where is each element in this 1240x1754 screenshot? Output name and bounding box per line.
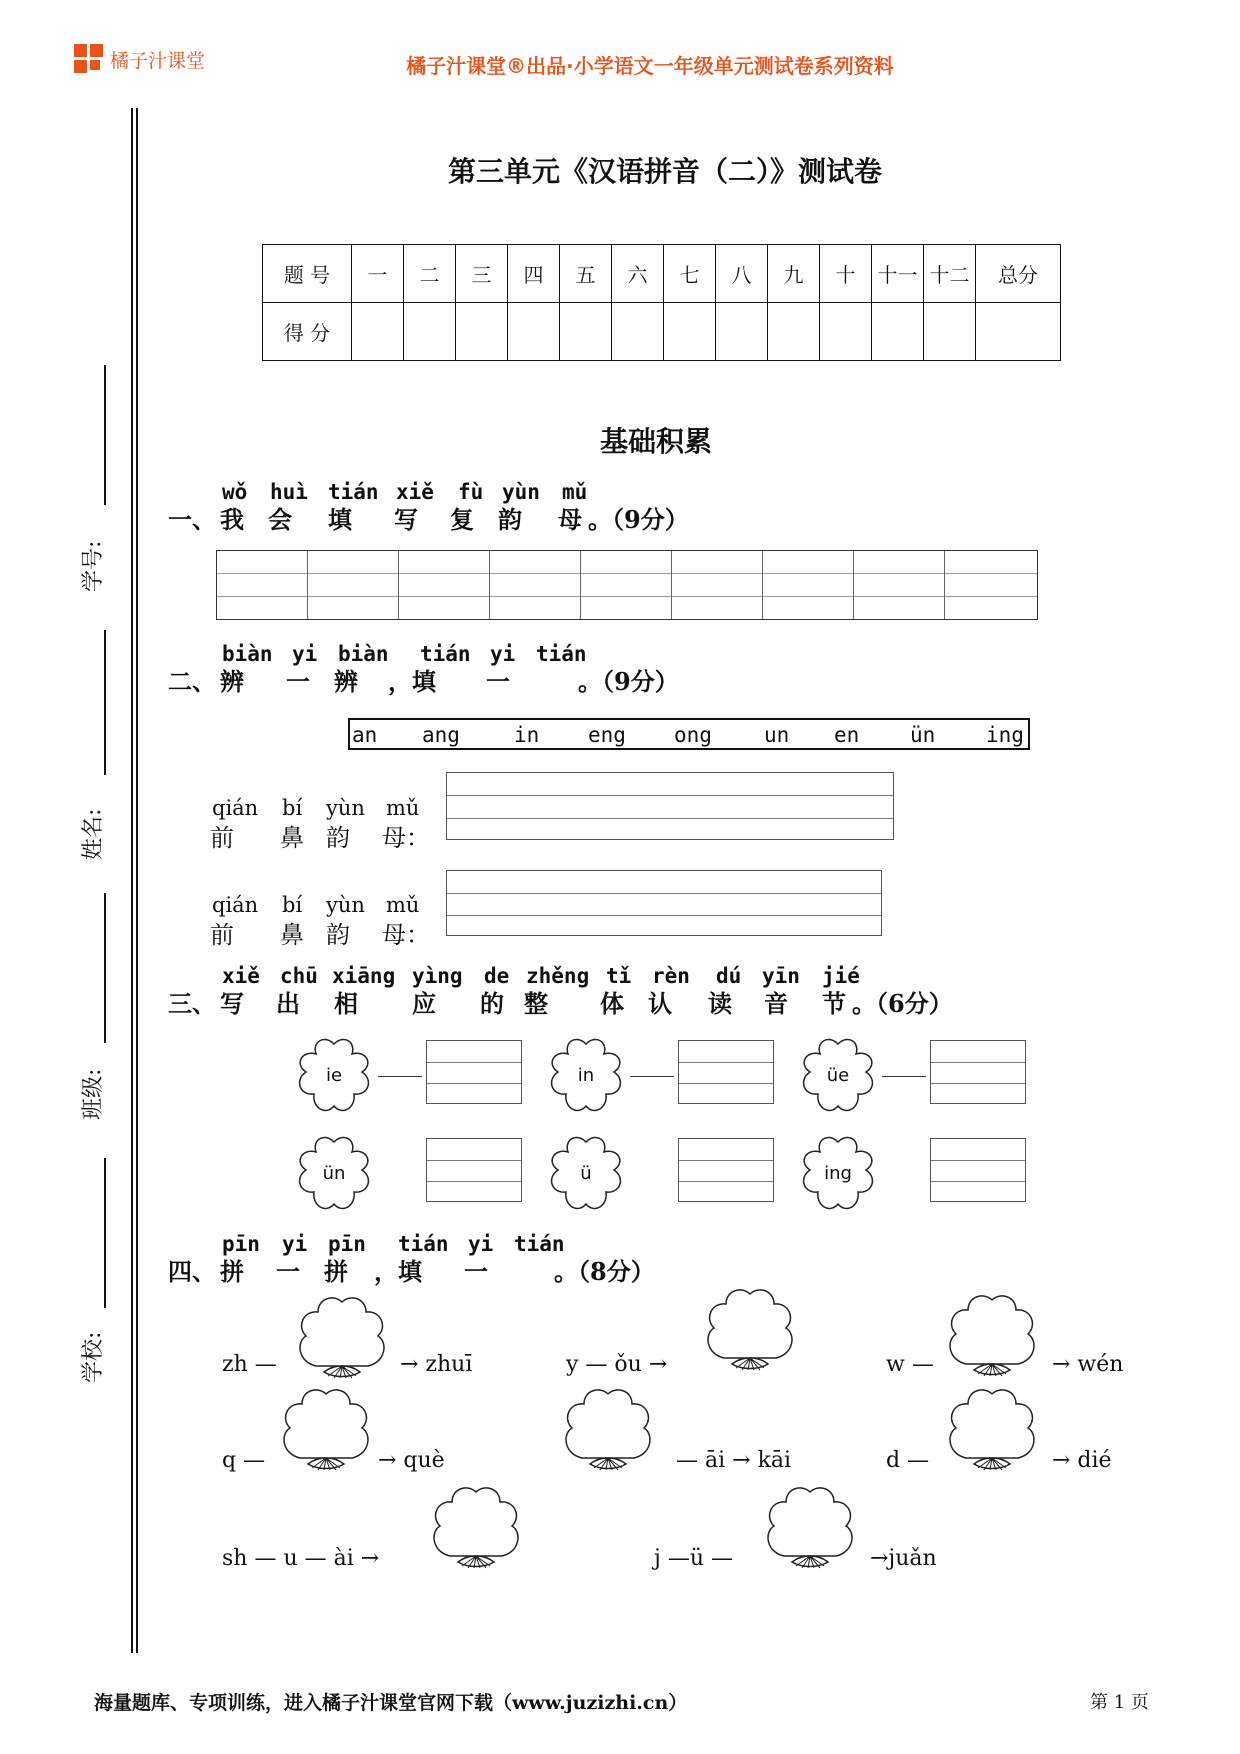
score-cell[interactable] (508, 303, 560, 361)
flower-in: in (544, 1034, 628, 1118)
q4-item-shuai: sh — u — ài → (222, 1546, 380, 1571)
shell-blank[interactable] (762, 1482, 858, 1574)
connector-line (630, 1076, 674, 1077)
document-title: 第三单元《汉语拼音（二）》测试卷 (447, 155, 882, 188)
shell-blank[interactable] (294, 1292, 390, 1384)
q2-vowel-list: an ang in eng ong un en ün ing (348, 718, 1030, 750)
student-name-line[interactable] (104, 630, 106, 775)
shell-blank[interactable] (944, 1290, 1040, 1382)
section-title: 基础积累 (600, 425, 713, 458)
score-table-score-row (263, 303, 1061, 361)
score-cell[interactable] (820, 303, 872, 361)
logo-icon (74, 44, 104, 74)
shell-blank[interactable] (278, 1384, 374, 1476)
class-label: 班级: (81, 1068, 106, 1120)
score-cell[interactable] (404, 303, 456, 361)
score-table-header-row (263, 245, 1061, 303)
footer-link-text: 海量题库、专项训练，进入橘子汁课堂官网下载（www.juzizhi.cn） (94, 1692, 688, 1714)
score-table-col: 五 (560, 245, 612, 303)
shell-blank[interactable] (560, 1384, 656, 1476)
q4-item-que: → què (378, 1448, 445, 1473)
score-cell[interactable] (924, 303, 976, 361)
flower-un: ün (292, 1132, 376, 1216)
score-table-col: 二 (404, 245, 456, 303)
q4-item-q: q — (222, 1448, 266, 1473)
q2-answer-lines-1[interactable] (446, 772, 894, 840)
score-cell[interactable] (612, 303, 664, 361)
header-title: 橘子汁课堂®出品·小学语文一年级单元测试卷系列资料 (406, 54, 894, 78)
q4-item-wen: → wén (1052, 1352, 1124, 1377)
q4-item-zhui: → zhuī (400, 1352, 473, 1377)
score-cell[interactable] (560, 303, 612, 361)
shell-blank[interactable] (428, 1482, 524, 1574)
score-cell[interactable] (664, 303, 716, 361)
score-cell[interactable] (352, 303, 404, 361)
score-table-col: 十 (820, 245, 872, 303)
q4-item-j: j —ü — (654, 1546, 733, 1571)
margin-line (131, 108, 133, 1653)
student-number-line[interactable] (104, 365, 106, 505)
q3-answer-lines[interactable] (426, 1040, 522, 1104)
shell-blank[interactable] (944, 1384, 1040, 1476)
flower-ing: ing (796, 1132, 880, 1216)
q3-answer-lines[interactable] (930, 1040, 1026, 1104)
score-table-col: 一 (352, 245, 404, 303)
page-number: 第 1 页 (1090, 1692, 1149, 1713)
score-cell[interactable] (716, 303, 768, 361)
score-cell[interactable] (456, 303, 508, 361)
score-table-col: 七 (664, 245, 716, 303)
q3-answer-lines[interactable] (930, 1138, 1026, 1202)
q4-item-w: w — (886, 1352, 934, 1377)
school-line[interactable] (104, 1158, 106, 1308)
flower-u: ü (544, 1132, 628, 1216)
score-cell[interactable] (976, 303, 1061, 361)
q1-writing-grid[interactable] (216, 550, 1038, 620)
q4-item-juan: →juǎn (870, 1546, 937, 1571)
score-table-col: 总分 (976, 245, 1061, 303)
score-table-col: 八 (716, 245, 768, 303)
flower-ie: ie (292, 1034, 376, 1118)
q4-item-kai: — āi → kāi (676, 1448, 792, 1473)
score-table-row-label: 得 分 (263, 303, 352, 361)
class-line[interactable] (104, 893, 106, 1043)
shell-blank[interactable] (702, 1284, 798, 1376)
score-table-row-label: 题 号 (263, 245, 352, 303)
student-name-label: 姓名: (81, 808, 106, 860)
score-cell[interactable] (872, 303, 924, 361)
q2-answer-lines-2[interactable] (446, 870, 882, 936)
q3-answer-lines[interactable] (678, 1040, 774, 1104)
q4-item-zh: zh — (222, 1352, 277, 1377)
logo-text: 橘子汁课堂 (110, 50, 206, 72)
school-label: 学校: (81, 1331, 106, 1383)
q4-item-you: y — ǒu → (566, 1352, 668, 1377)
score-table-col: 三 (456, 245, 508, 303)
q4-item-die: → dié (1052, 1448, 1112, 1473)
connector-line (378, 1076, 422, 1077)
q3-answer-lines[interactable] (426, 1138, 522, 1202)
score-table-col: 十一 (872, 245, 924, 303)
score-cell[interactable] (768, 303, 820, 361)
q4-item-d: d — (886, 1448, 930, 1473)
q3-answer-lines[interactable] (678, 1138, 774, 1202)
score-table-col: 九 (768, 245, 820, 303)
score-table-col: 四 (508, 245, 560, 303)
student-number-label: 学号: (81, 540, 106, 592)
score-table-col: 十二 (924, 245, 976, 303)
margin-line (136, 108, 138, 1653)
score-table (262, 244, 1061, 361)
score-table-col: 六 (612, 245, 664, 303)
flower-ue: üe (796, 1034, 880, 1118)
connector-line (882, 1076, 926, 1077)
